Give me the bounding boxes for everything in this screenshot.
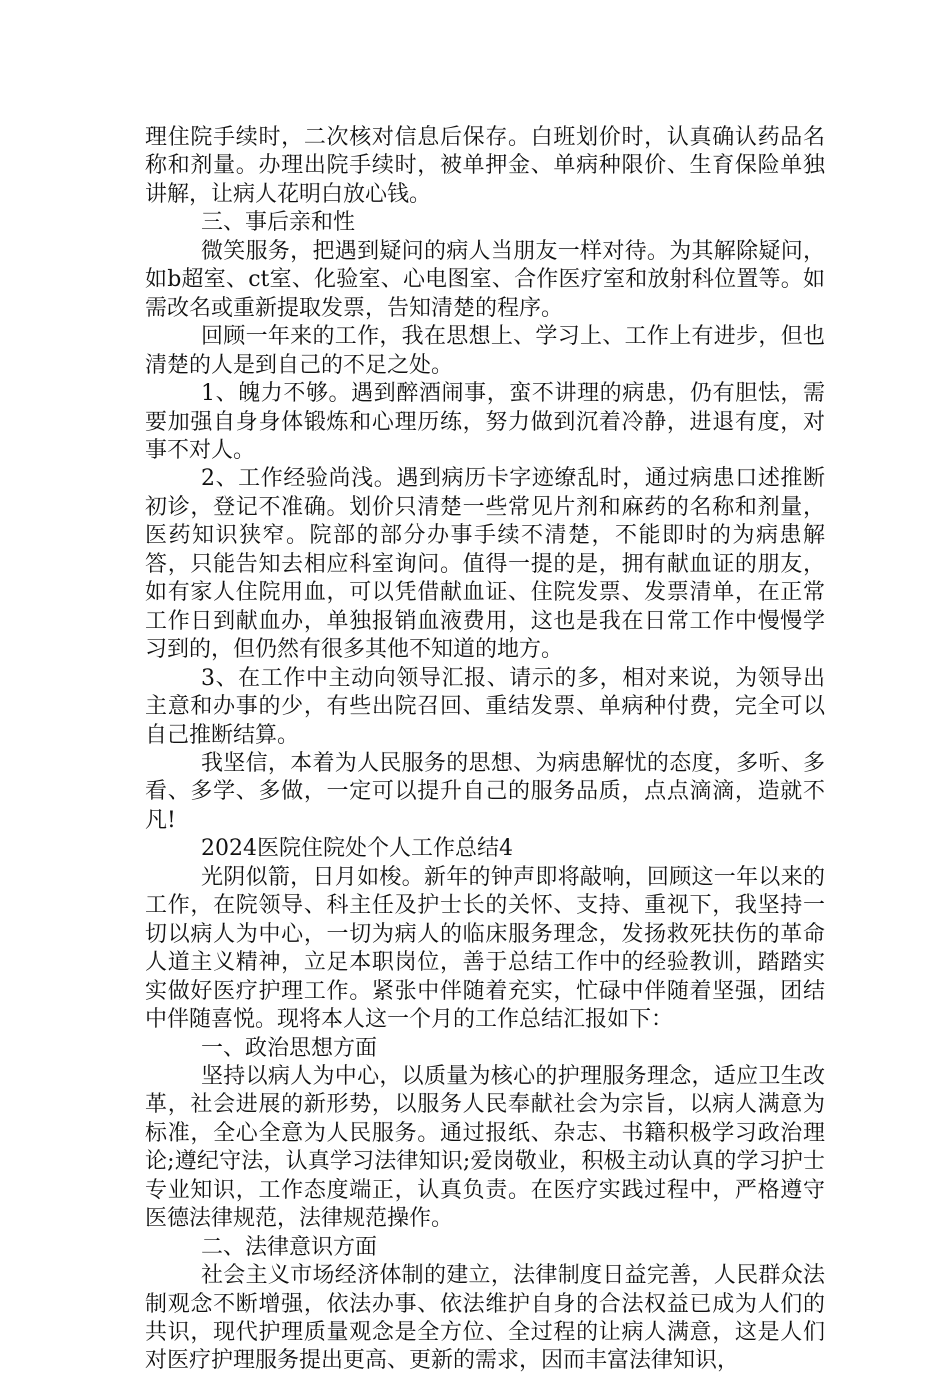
document-title: 2024医院住院处个人工作总结4: [201, 836, 513, 862]
paragraph: 我坚信，本着为人民服务的思想、为病患解忧的态度，多听、多看、多学、多做，一定可以提升自己的服务品质，点点滴滴，造就不凡!: [145, 750, 825, 833]
paragraph: 社会主义市场经济体制的建立，法律制度日益完善，人民群众法制观念不断增强，依法办事、依法维护自身的合法权益已成为人们的共识，现代护理质量观念是全方位、全过程的让病人满意，这是人们对医疗护理服务提出更高、更新的需求，因而丰富法律知识，: [145, 1263, 825, 1374]
section-heading: 二、法律意识方面: [201, 1234, 378, 1260]
paragraph: 回顾一年来的工作，我在思想上、学习上、工作上有进步，但也清楚的人是到自己的不足之处。: [145, 324, 825, 378]
document-body: [145, 124, 825, 1376]
paragraph: 光阴似箭，日月如梭。新年的钟声即将敲响，回顾这一年以来的工作，在院领导、科主任及护士长的关怀、支持、重视下，我坚持一切以病人为中心，一切为病人的临床服务理念，发扬救死扶伤的革命人道主义精神，立足本职岗位，善于总结工作中的经验教训，踏踏实实做好医疗护理工作。紧张中伴随着充实，忙碌中伴随着坚强，团结中伴随喜悦。现将本人这一个月的工作总结汇报如下：: [145, 864, 825, 1033]
paragraph: 坚持以病人为中心，以质量为核心的护理服务理念，适应卫生改革，社会进展的新形势，以服务人民奉献社会为宗旨，以病人满意为标准，全心全意为人民服务。通过报纸、杂志、书籍积极学习政治理论;遵纪守法，认真学习法律知识;爱岗敬业，积极主动认真的学习护士专业知识，工作态度端正，认真负责。在医疗实践过程中，严格遵守医德法律规范，法律规范操作。: [145, 1063, 825, 1232]
section-heading: 一、政治思想方面: [201, 1035, 378, 1061]
list-item: 3、在工作中主动向领导汇报、请示的多，相对来说，为领导出主意和办事的少，有些出院召回、重结发票、单病种付费，完全可以自己推断结算。: [145, 665, 825, 748]
paragraph: 理住院手续时，二次核对信息后保存。白班划价时，认真确认药品名称和剂量。办理出院手续时，被单押金、单病种限价、生育保险单独讲解，让病人花明白放心钱。: [145, 125, 825, 207]
list-item: 2、工作经验尚浅。遇到病历卡字迹缭乱时，通过病患口述推断初诊，登记不准确。划价只清楚一些常见片剂和麻药的名称和剂量，医药知识狭窄。院部的部分办事手续不清楚，不能即时的为病患解答，只能告知去相应科室询问。值得一提的是，拥有献血证的朋友，如有家人住院用血，可以凭借献血证、住院发票、发票清单，在正常工作日到献血办，单独报销血液费用，这也是我在日常工作中慢慢学习到的，但仍然有很多其他不知道的地方。: [145, 466, 825, 663]
section-heading: 三、事后亲和性: [201, 210, 356, 236]
paragraph: 微笑服务，把遇到疑问的病人当朋友一样对待。为其解除疑问，如b超室、ct室、化验室、心电图室、合作医疗室和放射科位置等。如需改名或重新提取发票，告知清楚的程序。: [145, 238, 825, 321]
list-item: 1、魄力不够。遇到醉酒闹事，蛮不讲理的病患，仍有胆怯，需要加强自身身体锻炼和心理历练，努力做到沉着冷静，进退有度，对事不对人。: [145, 381, 825, 463]
